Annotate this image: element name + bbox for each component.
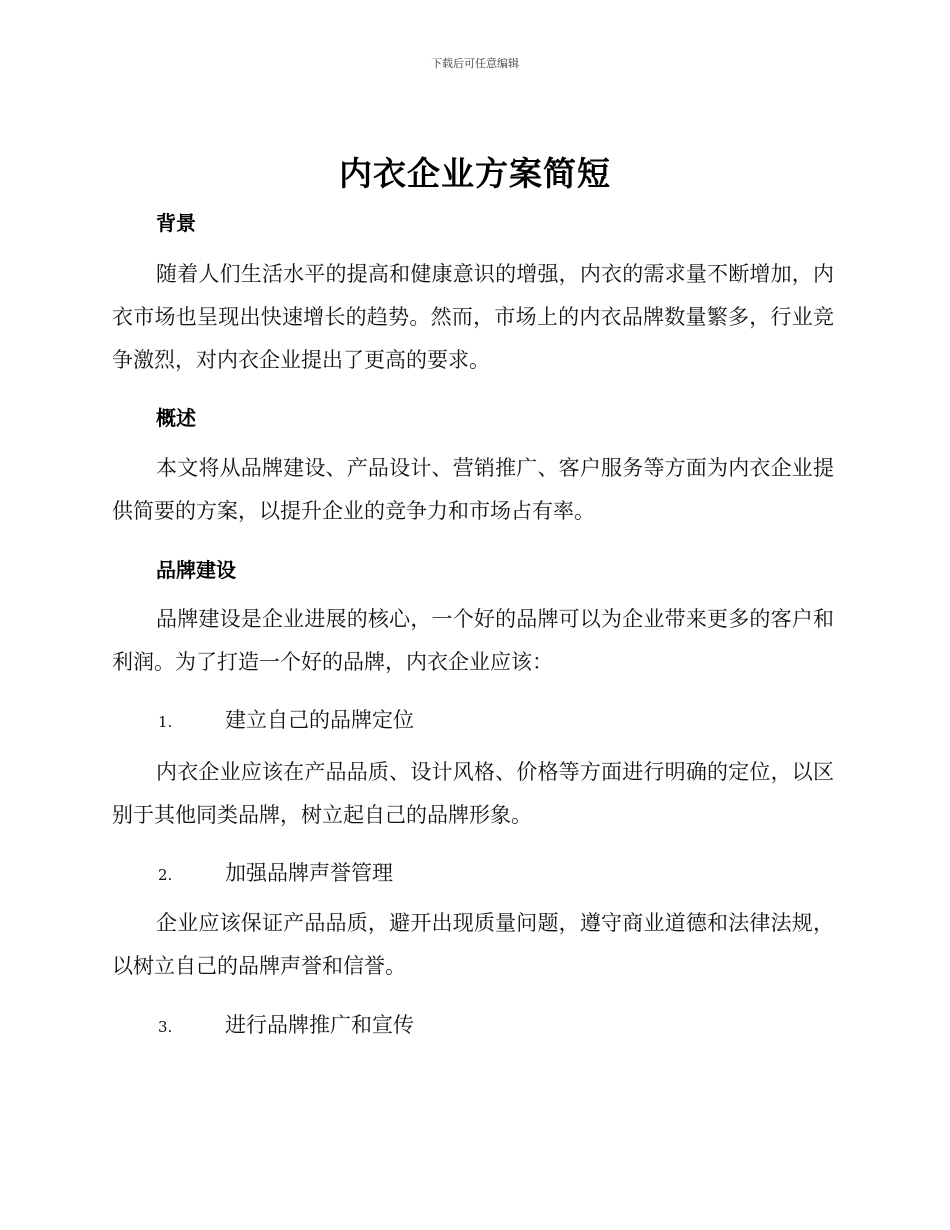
list-item-number: 2. [158, 866, 173, 884]
list-item-label: 加强品牌声誉管理 [225, 861, 393, 885]
list-item [158, 857, 393, 887]
section-paragraph-overview: 本文将从品牌建设、产品设计、营销推广、客户服务等方面为内衣企业提供简要的方案，以提升企业的竞争力和市场占有率。 [112, 456, 834, 523]
section-paragraph-background: 随着人们生活水平的提高和健康意识的增强，内衣的需求量不断增加，内衣市场也呈现出快速增长的趋势。然而，市场上的内衣品牌数量繁多，行业竞争激烈，对内衣企业提出了更高的要求。 [112, 262, 834, 372]
document-title: 内衣企业方案简短 [339, 154, 611, 193]
list-item [158, 704, 414, 734]
list-item-label: 建立自己的品牌定位 [225, 708, 414, 732]
list-item-paragraph: 企业应该保证产品品质，避开出现质量问题，遵守商业道德和法律法规，以树立自己的品牌声誉和信誉。 [112, 911, 834, 978]
section-heading-overview: 概述 [156, 406, 196, 430]
header-note: 下载后可任意编辑 [431, 57, 519, 70]
list-item-number: 1. [158, 713, 173, 731]
section-heading-brand: 品牌建设 [156, 558, 236, 582]
list-item [158, 1009, 414, 1039]
list-item-paragraph: 内衣企业应该在产品品质、设计风格、价格等方面进行明确的定位，以区别于其他同类品牌，树立起自己的品牌形象。 [112, 760, 834, 827]
section-heading-background: 背景 [156, 211, 196, 235]
section-paragraph-brand: 品牌建设是企业进展的核心，一个好的品牌可以为企业带来更多的客户和利润。为了打造一个好的品牌，内衣企业应该： [112, 607, 834, 674]
list-item-number: 3. [158, 1018, 173, 1036]
list-item-label: 进行品牌推广和宣传 [225, 1013, 414, 1037]
